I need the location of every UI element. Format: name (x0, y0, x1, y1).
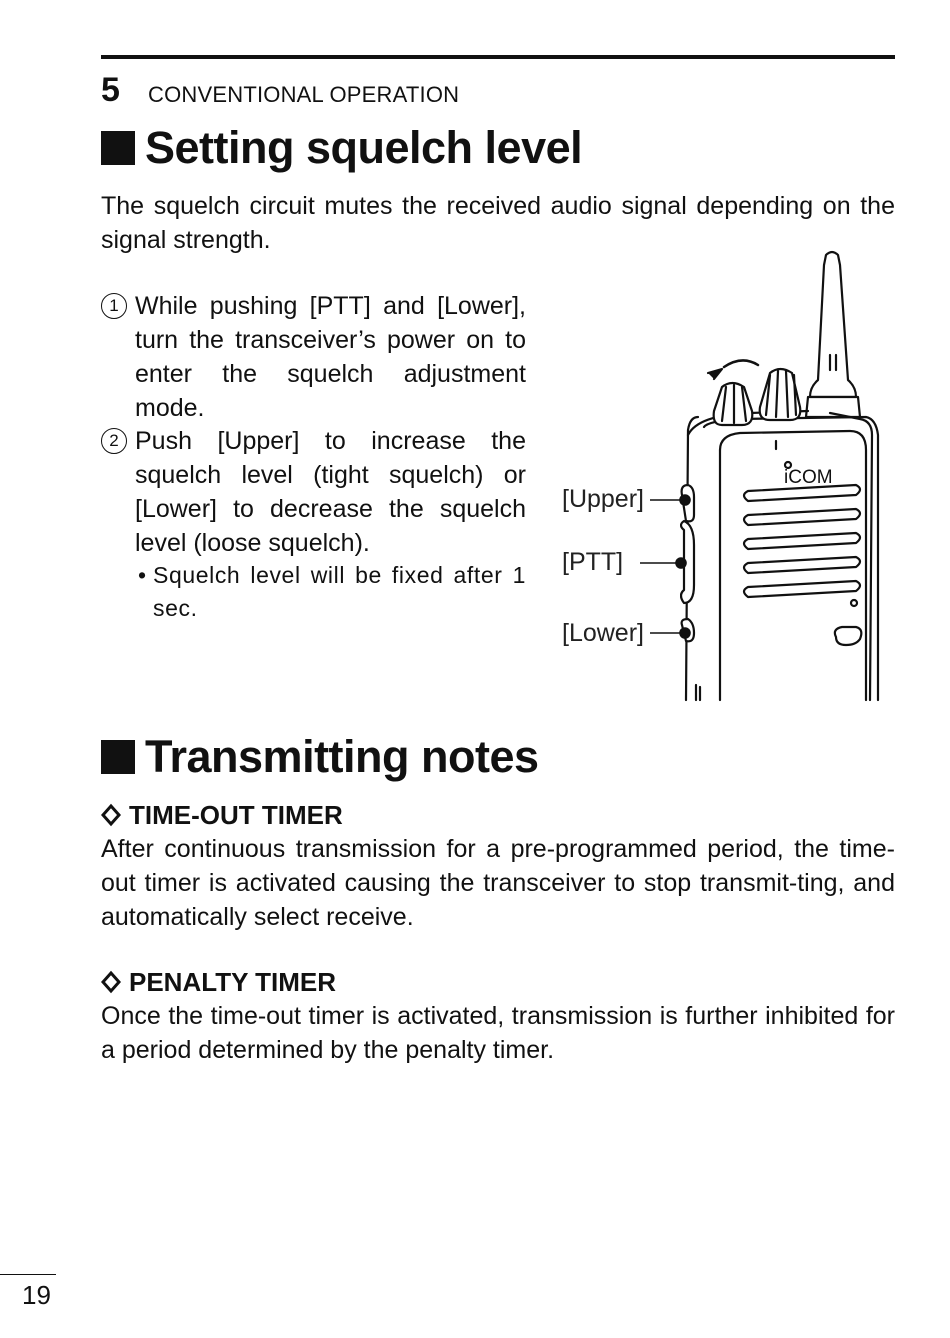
step-text: Push [Upper] to increase the squelch level (tight squelch) or [Lower] to decrease the squelch level (loose squelch). (135, 427, 526, 557)
page-number: 19 (22, 1280, 51, 1310)
upper-button-label: [Upper] (562, 485, 644, 513)
section-title-text: Transmitting notes (145, 731, 539, 782)
bullet-marker: • (138, 562, 147, 588)
note-text: Squelch level will be fixed after 1 sec. (153, 562, 526, 621)
section-title-transmitting (101, 730, 539, 784)
time-out-timer-text: After continuous transmission for a pre-programmed period, the time-out timer is activated causing the transceiver to stop transmit-ting, and automatically select receive. (101, 835, 895, 931)
squelch-note (138, 559, 526, 625)
black-square-icon (101, 740, 135, 774)
step-1 (101, 289, 526, 425)
intro-paragraph: The squelch circuit mutes the received audio signal depending on the signal strength. (101, 192, 895, 254)
step-number-marker: 2 (101, 428, 127, 454)
section-title-squelch (101, 121, 582, 175)
ptt-button-label: [PTT] (562, 548, 624, 576)
brand-logo: iCOM (784, 467, 833, 488)
subheading-time-out-timer (101, 798, 343, 832)
footer-rule (0, 1274, 56, 1275)
subheading-penalty-timer (101, 965, 336, 999)
diamond-outline-icon (101, 970, 121, 994)
lower-button-label: [Lower] (562, 619, 644, 647)
step-text: While pushing [PTT] and [Lower], turn the transceiver’s power on to enter the squelch adjustment mode. (135, 292, 526, 422)
step-2 (101, 424, 526, 560)
transceiver-illustration (680, 245, 890, 705)
chapter-title: CONVENTIONAL OPERATION (148, 82, 460, 107)
step-number-marker: 1 (101, 293, 127, 319)
callout-leaders (640, 490, 700, 650)
subheading-text: PENALTY TIMER (129, 967, 337, 997)
diamond-outline-icon (101, 803, 121, 827)
header-rule (101, 55, 895, 59)
chapter-number: 5 (101, 71, 120, 109)
penalty-timer-text: Once the time-out timer is activated, transmission is further inhibited for a period determined by the penalty timer. (101, 1002, 895, 1064)
black-square-icon (101, 131, 135, 165)
subheading-text: TIME-OUT TIMER (129, 800, 343, 830)
section-title-text: Setting squelch level (145, 122, 583, 173)
